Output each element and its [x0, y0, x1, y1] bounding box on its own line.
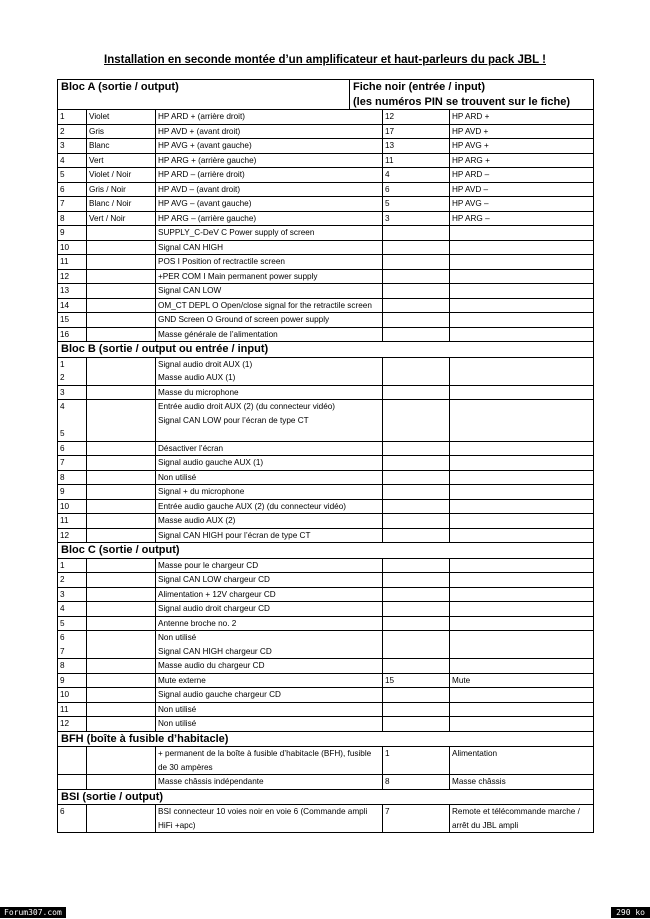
- fiche-pin: 6: [383, 182, 450, 197]
- table-row: [58, 110, 594, 125]
- table-row: [58, 255, 594, 270]
- fiche-pin: 4: [383, 168, 450, 183]
- function: BSI connecteur 10 voies noir en voie 6 (Commande ampli HiFi +apc): [156, 805, 383, 833]
- wire-color: [87, 298, 156, 313]
- wire-color: [87, 470, 156, 485]
- function: HP AVD + (avant droit): [156, 124, 383, 139]
- table-row: [58, 456, 594, 471]
- fiche-signal: [450, 616, 594, 631]
- function: HP ARG – (arrière gauche): [156, 211, 383, 226]
- fiche-signal: [450, 602, 594, 617]
- fiche-pin: [383, 470, 450, 485]
- pin-number: 6: [58, 441, 87, 456]
- function: HP ARG + (arrière gauche): [156, 153, 383, 168]
- table-row: [58, 168, 594, 183]
- wire-color: [87, 659, 156, 674]
- function: Signal audio gauche chargeur CD: [156, 688, 383, 703]
- fiche-signal: [450, 255, 594, 270]
- fiche-pin: [383, 573, 450, 588]
- pin-number: 4: [58, 602, 87, 617]
- wire-color: [87, 240, 156, 255]
- function: HP AVG + (avant gauche): [156, 139, 383, 154]
- fiche-pin: 7: [383, 805, 450, 833]
- fiche-signal: [450, 702, 594, 717]
- table-row: [58, 240, 594, 255]
- fiche-signal: [450, 558, 594, 573]
- fiche-pin: [383, 558, 450, 573]
- pin-number: 8: [58, 211, 87, 226]
- page-title: Installation en seconde montée d’un amplificateur et haut-parleurs du pack JBL !: [104, 54, 546, 66]
- fiche-pin: [383, 688, 450, 703]
- pinout-table-body: [58, 80, 594, 833]
- function: Alimentation + 12V chargeur CD: [156, 587, 383, 602]
- pin-number: 7: [58, 456, 87, 471]
- function: Masse audio AUX (2): [156, 514, 383, 529]
- function: Non utilisé Signal CAN HIGH chargeur CD: [156, 631, 383, 659]
- fiche-pin: [383, 298, 450, 313]
- pin-number: 1: [58, 558, 87, 573]
- function: HP AVG – (avant gauche): [156, 197, 383, 212]
- fiche-pin: [383, 499, 450, 514]
- fiche-pin: [383, 400, 450, 442]
- table-row: [58, 357, 594, 385]
- fiche-signal: [450, 357, 594, 385]
- fiche-signal: [450, 240, 594, 255]
- pin-number: 6: [58, 805, 87, 833]
- fiche-signal: HP ARD –: [450, 168, 594, 183]
- function: HP ARD – (arrière droit): [156, 168, 383, 183]
- fiche-pin: [383, 269, 450, 284]
- table-row: [58, 702, 594, 717]
- wire-color: [87, 573, 156, 588]
- bloc-b-heading-row: [58, 342, 594, 358]
- pin-number: 10: [58, 499, 87, 514]
- fiche-signal: [450, 298, 594, 313]
- footer-site: Forum307.com: [0, 907, 66, 918]
- pin-number: 8: [58, 470, 87, 485]
- fiche-pin: [383, 313, 450, 328]
- pin-number: 10: [58, 688, 87, 703]
- function: Entrée audio droit AUX (2) (du connecteur vidéo) Signal CAN LOW pour l’écran de type CT: [156, 400, 383, 442]
- wire-color: [87, 673, 156, 688]
- table-row: [58, 616, 594, 631]
- bsi-heading: BSI (sortie / output): [58, 789, 594, 805]
- bfh-heading: BFH (boîte à fusible d’habitacle): [58, 731, 594, 747]
- fiche-pin: [383, 528, 450, 543]
- function: OM_CT DEPL O Open/close signal for the retractile screen: [156, 298, 383, 313]
- pin-number: 16: [58, 327, 87, 342]
- pin-number: [58, 775, 87, 790]
- fiche-pin: [383, 456, 450, 471]
- table-row: [58, 805, 594, 833]
- fiche-signal: Alimentation: [450, 747, 594, 775]
- function: GND Screen O Ground of screen power supply: [156, 313, 383, 328]
- table-row: [58, 211, 594, 226]
- table-row: [58, 688, 594, 703]
- pin-number: 13: [58, 284, 87, 299]
- function: Désactiver l’écran: [156, 441, 383, 456]
- table-row: [58, 485, 594, 500]
- function: Masse châssis indépendante: [156, 775, 383, 790]
- function: Signal CAN LOW: [156, 284, 383, 299]
- fiche-pin: [383, 240, 450, 255]
- function: Signal CAN LOW chargeur CD: [156, 573, 383, 588]
- table-row: [58, 573, 594, 588]
- fiche-signal: [450, 400, 594, 442]
- wire-color: Vert / Noir: [87, 211, 156, 226]
- wire-color: [87, 717, 156, 732]
- function: Non utilisé: [156, 470, 383, 485]
- pin-number: 8: [58, 659, 87, 674]
- table-row: [58, 528, 594, 543]
- fiche-pin: [383, 385, 450, 400]
- pin-number: 7: [58, 197, 87, 212]
- fiche-pin: [383, 441, 450, 456]
- wire-color: [87, 385, 156, 400]
- function: Non utilisé: [156, 717, 383, 732]
- table-row: [58, 400, 594, 442]
- pin-number: [58, 747, 87, 775]
- table-row: [58, 441, 594, 456]
- function: POS I Position of rectractile screen: [156, 255, 383, 270]
- pin-number: 11: [58, 255, 87, 270]
- table-row: [58, 197, 594, 212]
- table-row: [58, 587, 594, 602]
- fiche-pin: 11: [383, 153, 450, 168]
- fiche-pin: 3: [383, 211, 450, 226]
- fiche-signal: [450, 499, 594, 514]
- table-row: [58, 139, 594, 154]
- table-row: [58, 226, 594, 241]
- pinout-table: [57, 79, 594, 833]
- wire-color: [87, 255, 156, 270]
- wire-color: [87, 602, 156, 617]
- fiche-pin: [383, 284, 450, 299]
- fiche-signal: [450, 226, 594, 241]
- fiche-signal: Mute: [450, 673, 594, 688]
- fiche-pin: [383, 717, 450, 732]
- table-row: [58, 631, 594, 659]
- table-row: [58, 499, 594, 514]
- pin-number: 3: [58, 587, 87, 602]
- wire-color: [87, 284, 156, 299]
- pin-number: 2: [58, 573, 87, 588]
- wire-color: Gris: [87, 124, 156, 139]
- fiche-signal: [450, 485, 594, 500]
- fiche-signal: [450, 313, 594, 328]
- pin-number: 12: [58, 717, 87, 732]
- fiche-pin: [383, 226, 450, 241]
- wire-color: [87, 631, 156, 659]
- fiche-pin: [383, 659, 450, 674]
- wire-color: [87, 688, 156, 703]
- fiche-pin: [383, 702, 450, 717]
- table-row: [58, 558, 594, 573]
- wire-color: [87, 313, 156, 328]
- pin-number: 9: [58, 485, 87, 500]
- fiche-signal: [450, 456, 594, 471]
- fiche-pin: [383, 327, 450, 342]
- fiche-pin: [383, 357, 450, 385]
- function: Signal audio droit chargeur CD: [156, 602, 383, 617]
- fiche-signal: [450, 573, 594, 588]
- fiche-signal: [450, 385, 594, 400]
- fiche-signal: HP ARD +: [450, 110, 594, 125]
- table-row: [58, 182, 594, 197]
- fiche-signal: Masse châssis: [450, 775, 594, 790]
- footer-size: 290 ko: [611, 907, 650, 918]
- fiche-pin: 8: [383, 775, 450, 790]
- pin-number: 3: [58, 385, 87, 400]
- fiche-signal: [450, 659, 594, 674]
- function: Masse générale de l’alimentation: [156, 327, 383, 342]
- function: Signal audio droit AUX (1) Masse audio AUX (1): [156, 357, 383, 385]
- wire-color: [87, 499, 156, 514]
- wire-color: [87, 747, 156, 775]
- function: Signal CAN HIGH pour l’écran de type CT: [156, 528, 383, 543]
- table-row: [58, 298, 594, 313]
- fiche-signal: HP AVD –: [450, 182, 594, 197]
- wire-color: [87, 441, 156, 456]
- function: Non utilisé: [156, 702, 383, 717]
- pin-number: 12: [58, 269, 87, 284]
- function: Signal CAN HIGH: [156, 240, 383, 255]
- wire-color: [87, 327, 156, 342]
- fiche-signal: [450, 470, 594, 485]
- fiche-pin: 12: [383, 110, 450, 125]
- fiche-signal: [450, 688, 594, 703]
- fiche-signal: HP AVG +: [450, 139, 594, 154]
- table-row: [58, 775, 594, 790]
- fiche-pin: 1: [383, 747, 450, 775]
- wire-color: [87, 456, 156, 471]
- fiche-signal: [450, 528, 594, 543]
- bloc-b-heading: Bloc B (sortie / output ou entrée / input): [58, 342, 594, 358]
- wire-color: [87, 400, 156, 442]
- pin-number: 14: [58, 298, 87, 313]
- wire-color: Gris / Noir: [87, 182, 156, 197]
- table-row: [58, 385, 594, 400]
- function: +PER COM I Main permanent power supply: [156, 269, 383, 284]
- fiche-signal: HP ARG +: [450, 153, 594, 168]
- fiche-signal: [450, 441, 594, 456]
- fiche-pin: [383, 514, 450, 529]
- fiche-signal: [450, 327, 594, 342]
- fiche-signal: [450, 284, 594, 299]
- function: HP AVD – (avant droit): [156, 182, 383, 197]
- wire-color: Vert: [87, 153, 156, 168]
- fiche-pin: [383, 602, 450, 617]
- pin-number: 6 7: [58, 631, 87, 659]
- table-row: [58, 269, 594, 284]
- table-row: [58, 327, 594, 342]
- fiche-signal: [450, 514, 594, 529]
- header-row: [58, 80, 594, 110]
- wire-color: Violet / Noir: [87, 168, 156, 183]
- bfh-heading-row: [58, 731, 594, 747]
- wire-color: [87, 805, 156, 833]
- function: Signal + du microphone: [156, 485, 383, 500]
- fiche-signal: HP AVG –: [450, 197, 594, 212]
- wire-color: Blanc: [87, 139, 156, 154]
- fiche-signal: [450, 717, 594, 732]
- fiche-signal: [450, 269, 594, 284]
- wire-color: [87, 702, 156, 717]
- fiche-signal: Remote et télécommande marche / arrêt du JBL ampli: [450, 805, 594, 833]
- fiche-pin: 17: [383, 124, 450, 139]
- fiche-pin: [383, 616, 450, 631]
- pin-number: 11: [58, 702, 87, 717]
- table-row: [58, 284, 594, 299]
- function: Masse du microphone: [156, 385, 383, 400]
- wire-color: [87, 775, 156, 790]
- fiche-pin: 5: [383, 197, 450, 212]
- fiche-pin: 13: [383, 139, 450, 154]
- table-row: [58, 124, 594, 139]
- bloc-c-heading-row: [58, 543, 594, 559]
- wire-color: [87, 226, 156, 241]
- table-row: [58, 673, 594, 688]
- pin-number: 5: [58, 616, 87, 631]
- pin-number: 5: [58, 168, 87, 183]
- wire-color: [87, 528, 156, 543]
- wire-color: [87, 269, 156, 284]
- pin-number: 9: [58, 673, 87, 688]
- pin-number: 9: [58, 226, 87, 241]
- function: Mute externe: [156, 673, 383, 688]
- pin-number: 4: [58, 153, 87, 168]
- pin-number: 12: [58, 528, 87, 543]
- bloc-a-heading: Bloc A (sortie / output): [58, 80, 350, 110]
- function: Antenne broche no. 2: [156, 616, 383, 631]
- table-row: [58, 602, 594, 617]
- table-row: [58, 659, 594, 674]
- function: Masse pour le chargeur CD: [156, 558, 383, 573]
- pin-number: 11: [58, 514, 87, 529]
- table-row: [58, 717, 594, 732]
- function: Entrée audio gauche AUX (2) (du connecteur vidéo): [156, 499, 383, 514]
- bsi-heading-row: [58, 789, 594, 805]
- fiche-signal: HP ARG –: [450, 211, 594, 226]
- table-row: [58, 747, 594, 775]
- pin-number: 15: [58, 313, 87, 328]
- function: Signal audio gauche AUX (1): [156, 456, 383, 471]
- fiche-noir-title: Fiche noir (entrée / input): [353, 81, 486, 93]
- pin-number: 6: [58, 182, 87, 197]
- function: Masse audio du chargeur CD: [156, 659, 383, 674]
- fiche-pin: [383, 587, 450, 602]
- table-row: [58, 514, 594, 529]
- pin-number: 3: [58, 139, 87, 154]
- function: SUPPLY_C-DeV C Power supply of screen: [156, 226, 383, 241]
- wire-color: [87, 485, 156, 500]
- table-row: [58, 470, 594, 485]
- pin-number: 10: [58, 240, 87, 255]
- fiche-signal: [450, 631, 594, 659]
- pin-number: 1 2: [58, 357, 87, 385]
- fiche-pin: [383, 485, 450, 500]
- fiche-noir-heading: [350, 80, 594, 110]
- fiche-pin: [383, 631, 450, 659]
- wire-color: [87, 514, 156, 529]
- pin-number: 1: [58, 110, 87, 125]
- pin-number: 4 5: [58, 400, 87, 442]
- wire-color: [87, 558, 156, 573]
- table-row: [58, 313, 594, 328]
- bloc-c-heading: Bloc C (sortie / output): [58, 543, 594, 559]
- wire-color: [87, 587, 156, 602]
- fiche-pin: [383, 255, 450, 270]
- fiche-pin: 15: [383, 673, 450, 688]
- fiche-noir-subtitle: (les numéros PIN se trouvent sur le fiche): [353, 95, 571, 108]
- function: + permanent de la boîte à fusible d’habitacle (BFH), fusible de 30 ampères: [156, 747, 383, 775]
- pin-number: 2: [58, 124, 87, 139]
- table-row: [58, 153, 594, 168]
- fiche-signal: HP AVD +: [450, 124, 594, 139]
- wire-color: [87, 616, 156, 631]
- function: HP ARD + (arrière droit): [156, 110, 383, 125]
- wire-color: Blanc / Noir: [87, 197, 156, 212]
- wire-color: Violet: [87, 110, 156, 125]
- wire-color: [87, 357, 156, 385]
- fiche-signal: [450, 587, 594, 602]
